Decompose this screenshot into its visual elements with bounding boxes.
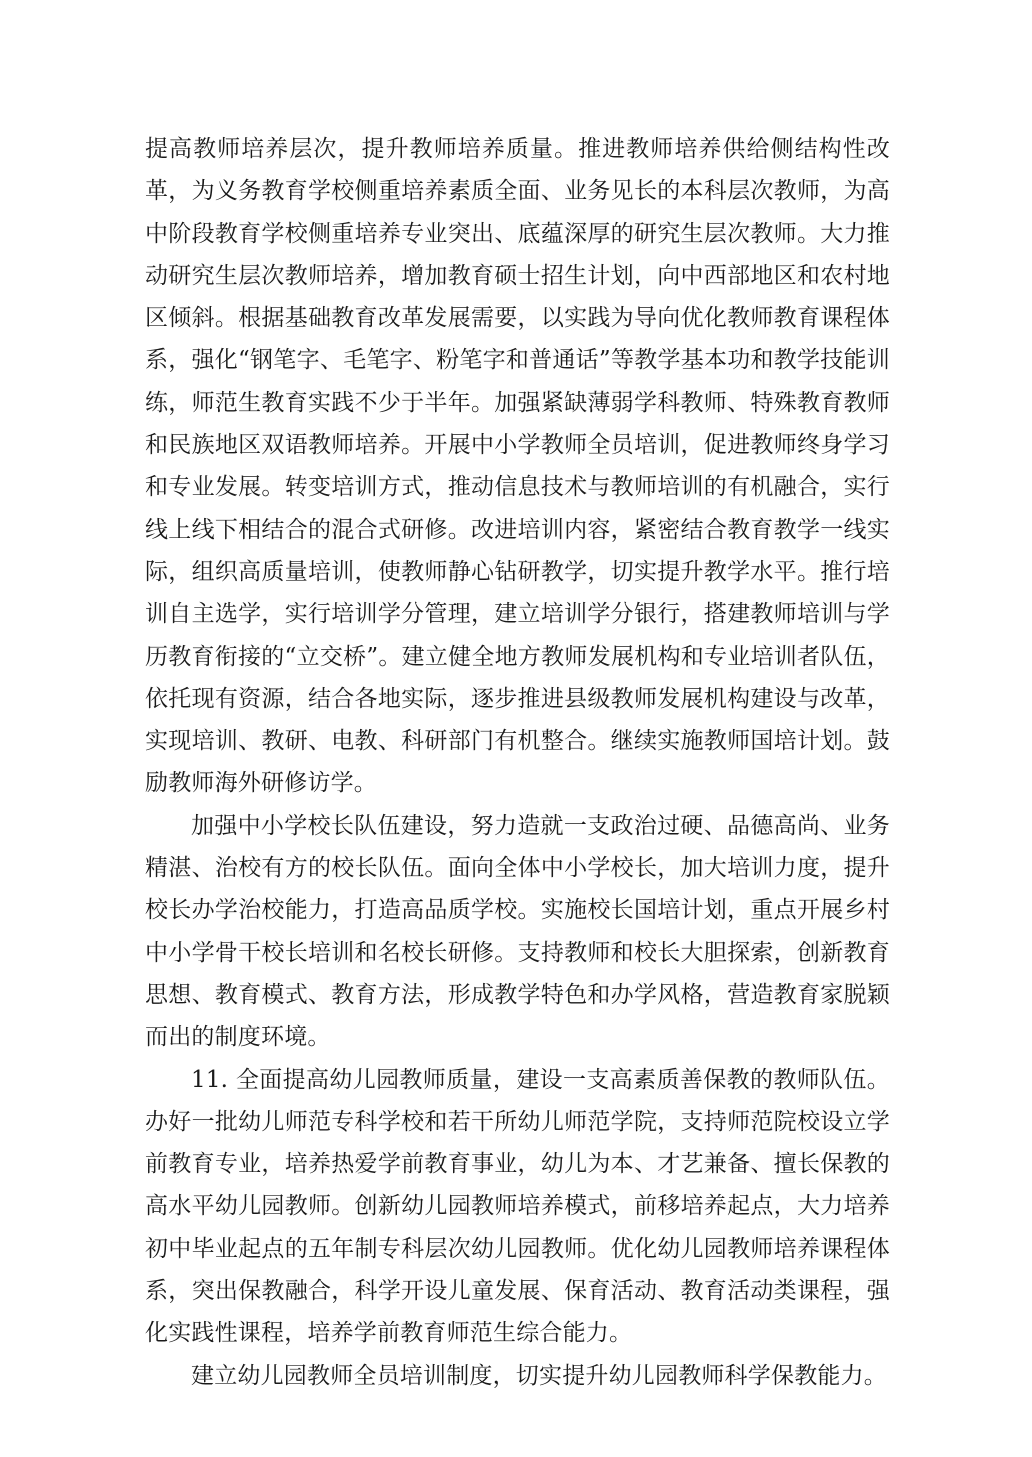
paragraph-principal-team: 加强中小学校长队伍建设，努力造就一支政治过硬、品德高尚、业务精湛、治校有方的校长队伍。面向全体中小学校长，加大培训力度，提升校长办学治校能力，打造高品质学校。实施校长国培计划，重点开展乡村中小学骨干校长培训和名校长研修。支持教师和校长大胆探索，创新教育思想、教育模式、教育方法，形成教学特色和办学风格，营造教育家脱颖而出的制度环境。	[145, 812, 890, 1051]
document-body	[145, 128, 890, 1397]
paragraph-kindergarten-teachers: 11. 全面提高幼儿园教师质量，建设一支高素质善保教的教师队伍。办好一批幼儿师范专科学校和若干所幼儿师范学院，支持师范院校设立学前教育专业，培养热爱学前教育事业，幼儿为本、才艺兼备、擅长保教的高水平幼儿园教师。创新幼儿园教师培养模式，前移培养起点，大力培养初中毕业起点的五年制专科层次幼儿园教师。优化幼儿园教师培养课程体系，突出保教融合，科学开设儿童发展、保育活动、教育活动类课程，强化实践性课程，培养学前教育师范生综合能力。	[145, 1066, 890, 1347]
paragraph-kindergarten-training: 建立幼儿园教师全员培训制度，切实提升幼儿园教师科学保教能力。	[191, 1362, 887, 1389]
paragraph-teacher-training: 提高教师培养层次，提升教师培养质量。推进教师培养供给侧结构性改革，为义务教育学校侧重培养素质全面、业务见长的本科层次教师，为高中阶段教育学校侧重培养专业突出、底蕴深厚的研究生层次教师。大力推动研究生层次教师培养，增加教育硕士招生计划，向中西部地区和农村地区倾斜。根据基础教育改革发展需要，以实践为导向优化教师教育课程体系，强化“钢笔字、毛笔字、粉笔字和普通话”等教学基本功和教学技能训练，师范生教育实践不少于半年。加强紧缺薄弱学科教师、特殊教育教师和民族地区双语教师培养。开展中小学教师全员培训，促进教师终身学习和专业发展。转变培训方式，推动信息技术与教师培训的有机融合，实行线上线下相结合的混合式研修。改进培训内容，紧密结合教育教学一线实际，组织高质量培训，使教师静心钻研教学，切实提升教学水平。推行培训自主选学，实行培训学分管理，建立培训学分银行，搭建教师培训与学历教育衔接的“立交桥”。建立健全地方教师发展机构和专业培训者队伍，依托现有资源，结合各地实际，逐步推进县级教师发展机构建设与改革，实现培训、教研、电教、科研部门有机整合。继续实施教师国培计划。鼓励教师海外研修访学。	[145, 136, 890, 797]
